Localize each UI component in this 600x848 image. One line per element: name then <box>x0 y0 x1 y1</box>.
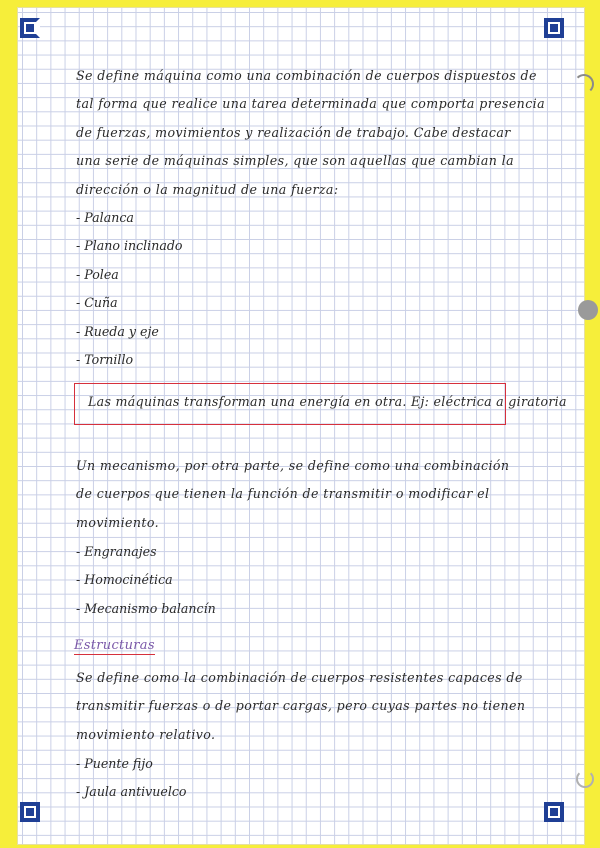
corner-marker-top-right-icon <box>544 18 564 38</box>
structure-definition-paragraph <box>76 664 526 749</box>
highlight-box-text: Las máquinas transforman una energía en otra. Ej: eléctrica a giratoria <box>88 394 567 409</box>
text-line: movimiento. <box>76 514 160 530</box>
simple-machines-list <box>76 204 182 374</box>
list-item: - Mecanismo balancín <box>76 600 216 616</box>
text-line: de fuerzas, movimientos y realización de trabajo. Cabe destacar <box>76 124 511 140</box>
list-item: - Palanca <box>76 210 134 225</box>
text-line: Un mecanismo, por otra parte, se define como una combinación <box>76 458 510 473</box>
corner-marker-bottom-right-icon <box>544 802 564 822</box>
list-item: - Jaula antivuelco <box>76 784 187 800</box>
machine-definition-paragraph <box>76 62 545 204</box>
list-item: - Rueda y eje <box>76 323 159 339</box>
list-item: - Homocinética <box>76 572 173 588</box>
list-item: - Cuña <box>76 295 118 311</box>
corner-marker-top-left-icon <box>20 18 40 38</box>
list-item: - Polea <box>76 266 119 282</box>
structures-list <box>76 750 187 807</box>
text-line: dirección o la magnitud de una fuerza: <box>76 181 339 197</box>
punch-hole-top-icon <box>574 74 594 94</box>
text-line: movimiento relativo. <box>76 726 216 742</box>
text-line: una serie de máquinas simples, que son aquellas que cambian la <box>76 153 514 169</box>
punch-hole-middle-icon <box>578 300 598 320</box>
mechanisms-list <box>76 538 216 623</box>
text-line: tal forma que realice una tarea determinada que comporta presencia <box>76 96 545 112</box>
list-item: - Engranajes <box>76 544 157 559</box>
mechanism-definition-paragraph <box>76 452 510 537</box>
corner-marker-bottom-left-icon <box>20 802 40 822</box>
punch-hole-bottom-icon <box>576 770 594 788</box>
list-item: - Tornillo <box>76 352 134 368</box>
text-line: Se define como la combinación de cuerpos resistentes capaces de <box>76 670 523 685</box>
section-heading: Estructuras <box>74 638 155 653</box>
text-line: transmitir fuerzas o de portar cargas, pero cuyas partes no tienen <box>76 698 526 714</box>
text-line: Se define máquina como una combinación de cuerpos dispuestos de <box>76 68 537 83</box>
list-item: - Puente fijo <box>76 756 153 771</box>
text-line: de cuerpos que tienen la función de transmitir o modificar el <box>76 486 490 502</box>
list-item: - Plano inclinado <box>76 238 183 254</box>
